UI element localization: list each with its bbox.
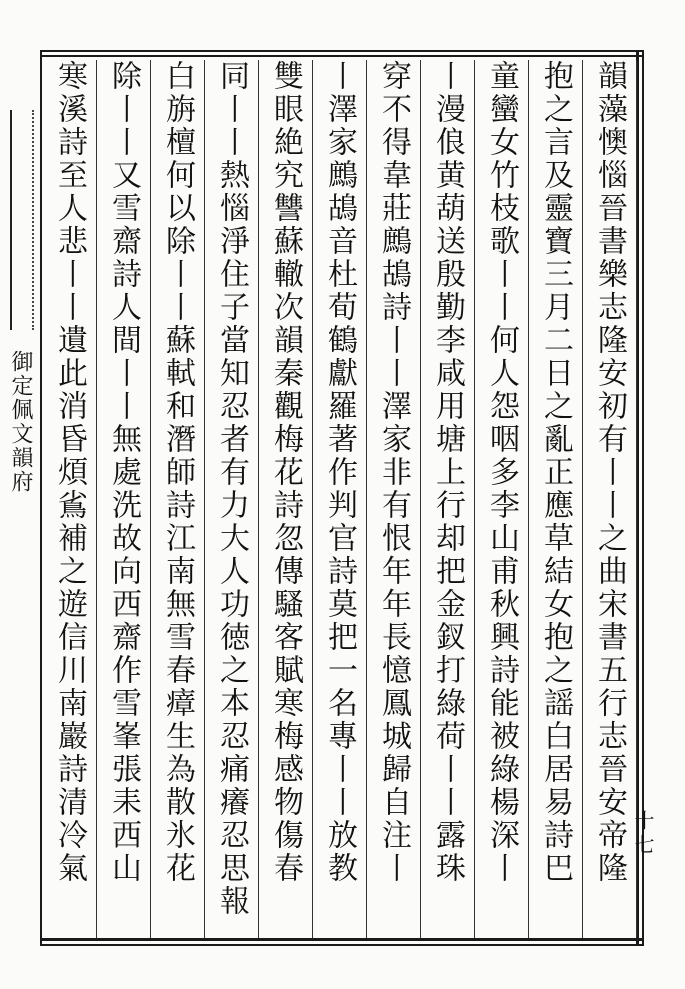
column-text [43,60,97,938]
column-text: 丨澤家鷓鴣音杜荀鶴獻羅著作判官詩莫把一名專丨丨放教 [322,60,357,885]
top-rule [40,55,644,57]
text-column-7 [259,60,313,938]
book-title: 御定佩文韻府 [8,350,33,494]
column-text: 穿不得韋莊鷓鴣詩丨丨澤家非有恨年年長憶鳳城歸自注丨 [376,60,411,885]
column-text: 童蠻女竹枝歌丨丨何人怨咽多李山甫秋興詩能被綠楊深丨 [484,60,519,885]
text-column-5 [367,60,421,938]
text-column-9 [151,60,205,938]
column-text: 同丨丨熱惱淨住子當知忍者有力大人功徳之本忍痛癢忍思報 [214,60,249,918]
column-text: 白旃檀何以除丨丨蘇軾和潛師詩江南無雪春瘴生為散氷花 [160,60,195,885]
column-text: 雙眼絶究讐蘇轍次韻秦觀梅花詩忽傳騷客賦寒梅感物傷春 [268,60,303,885]
text-column-3 [475,60,529,938]
column-text: 抱之言及靈寶三月二日之亂正應草結女抱之謡白居易詩巴 [538,60,573,885]
gutter-decorative-lines [10,110,34,330]
column-text: 寒溪詩至人悲丨丨遺此消昏煩䲵補之遊信川南巖詩清冷氣 [52,60,87,885]
page-number: 十七 [631,810,655,858]
text-column-6 [313,60,367,938]
text-column-2 [529,60,583,938]
text-column-4 [421,60,475,938]
column-text: 除丨丨又雪齋詩人間丨丨無處洗故向西齋作雪峯張耒西山 [106,60,141,885]
text-column-1 [583,60,637,938]
column-text: 丨漫俍黄葫送殷勤李咸用塘上行却把金釵打綠荷丨丨露珠 [430,60,465,885]
bottom-rule [40,938,644,941]
page-gutter [0,50,41,946]
text-column-10 [97,60,151,938]
column-text: 韻藻懊惱晉書樂志隆安初有丨丨之曲宋書五行志晉安帝隆 [592,60,627,885]
column-text [205,60,259,938]
